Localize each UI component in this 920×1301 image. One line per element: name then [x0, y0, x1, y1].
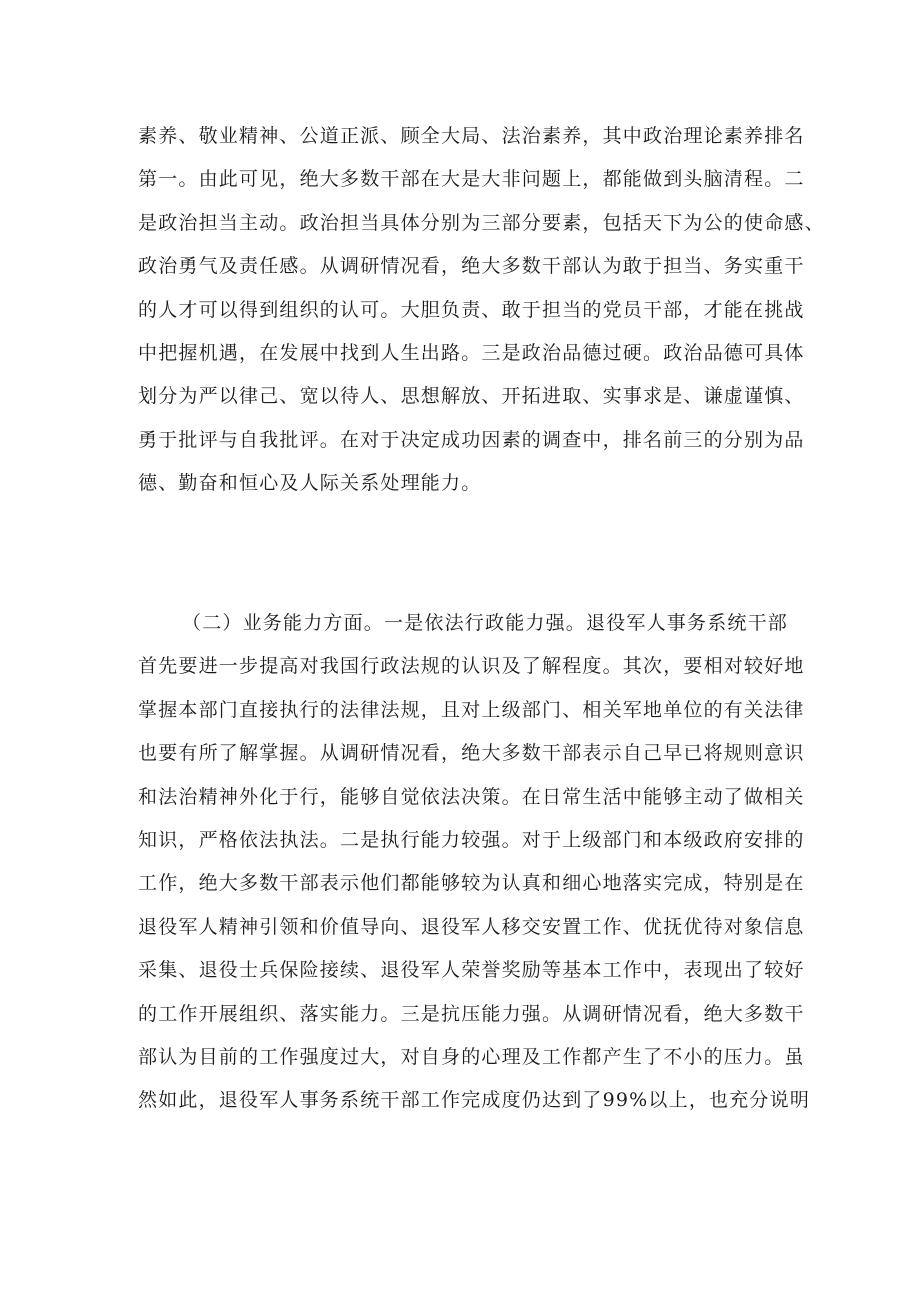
paragraph-line: 也要有所了解掌握。从调研情况看，绝大多数干部表示自己早已将规则意识 — [138, 742, 805, 765]
paragraph-line: 首先要进一步提高对我国行政法规的认识及了解程度。其次，要相对较好地 — [138, 655, 805, 678]
paragraph-line: 知识，严格依法执法。二是执行能力较强。对于上级部门和本级政府安排的 — [138, 828, 805, 851]
paragraph-line: 德、勤奋和恒心及人际关系处理能力。 — [138, 472, 482, 495]
paragraph-line: 中把握机遇，在发展中找到人生出路。三是政治品德过硬。政治品德可具体 — [138, 341, 805, 364]
paragraph-line: 素养、敬业精神、公道正派、顾全大局、法治素养，其中政治理论素养排名 — [138, 125, 805, 147]
paragraph-line: 掌握本部门直接执行的法律法规，且对上级部门、相关军地单位的有关法律 — [138, 698, 805, 721]
paragraph-line: 是政治担当主动。政治担当具体分别为三部分要素，包括天下为公的使命感、 — [138, 211, 825, 234]
paragraph-line: 然如此，退役军人事务系统干部工作完成度仍达到了99%以上，也充分说明 — [138, 1089, 811, 1112]
paragraph-line: 划分为严以律己、宽以待人、思想解放、开拓进取、实事求是、谦虚谨慎、 — [138, 385, 805, 408]
paragraph-line: 工作，绝大多数干部表示他们都能够较为认真和细心地落实完成，特别是在 — [138, 872, 805, 895]
paragraph-line: 和法治精神外化于行，能够自觉依法决策。在日常生活中能够主动了做相关 — [138, 785, 805, 808]
paragraph-line: 勇于批评与自我批评。在对于决定成功因素的调查中，排名前三的分别为品 — [138, 428, 805, 451]
paragraph-line: 的工作开展组织、落实能力。三是抗压能力强。从调研情况看，绝大多数干 — [138, 1002, 805, 1025]
paragraph-line: 的人才可以得到组织的认可。大胆负责、敢于担当的党员干部，才能在挑战 — [138, 298, 805, 321]
paragraph-line: 政治勇气及责任感。从调研情况看，绝大多数干部认为敢于担当、务实重干 — [138, 255, 805, 278]
paragraph-political-quality — [138, 115, 825, 506]
paragraph-line: 部认为目前的工作强度过大，对自身的心理及工作都产生了不小的压力。虽 — [138, 1045, 805, 1068]
paragraph-line: （二）业务能力方面。一是依法行政能力强。退役军人事务系统干部 — [182, 612, 789, 634]
paragraph-line: 第一。由此可见，绝大多数干部在大是大非问题上，都能做到头脑清程。二 — [138, 168, 805, 191]
paragraph-line: 采集、退役士兵保险接续、退役军人荣誉奖励等基本工作中，表现出了较好 — [138, 959, 805, 982]
paragraph-line: 退役军人精神引领和价值导向、退役军人移交安置工作、优抚优待对象信息 — [138, 915, 805, 938]
paragraph-business-ability — [138, 602, 811, 1123]
